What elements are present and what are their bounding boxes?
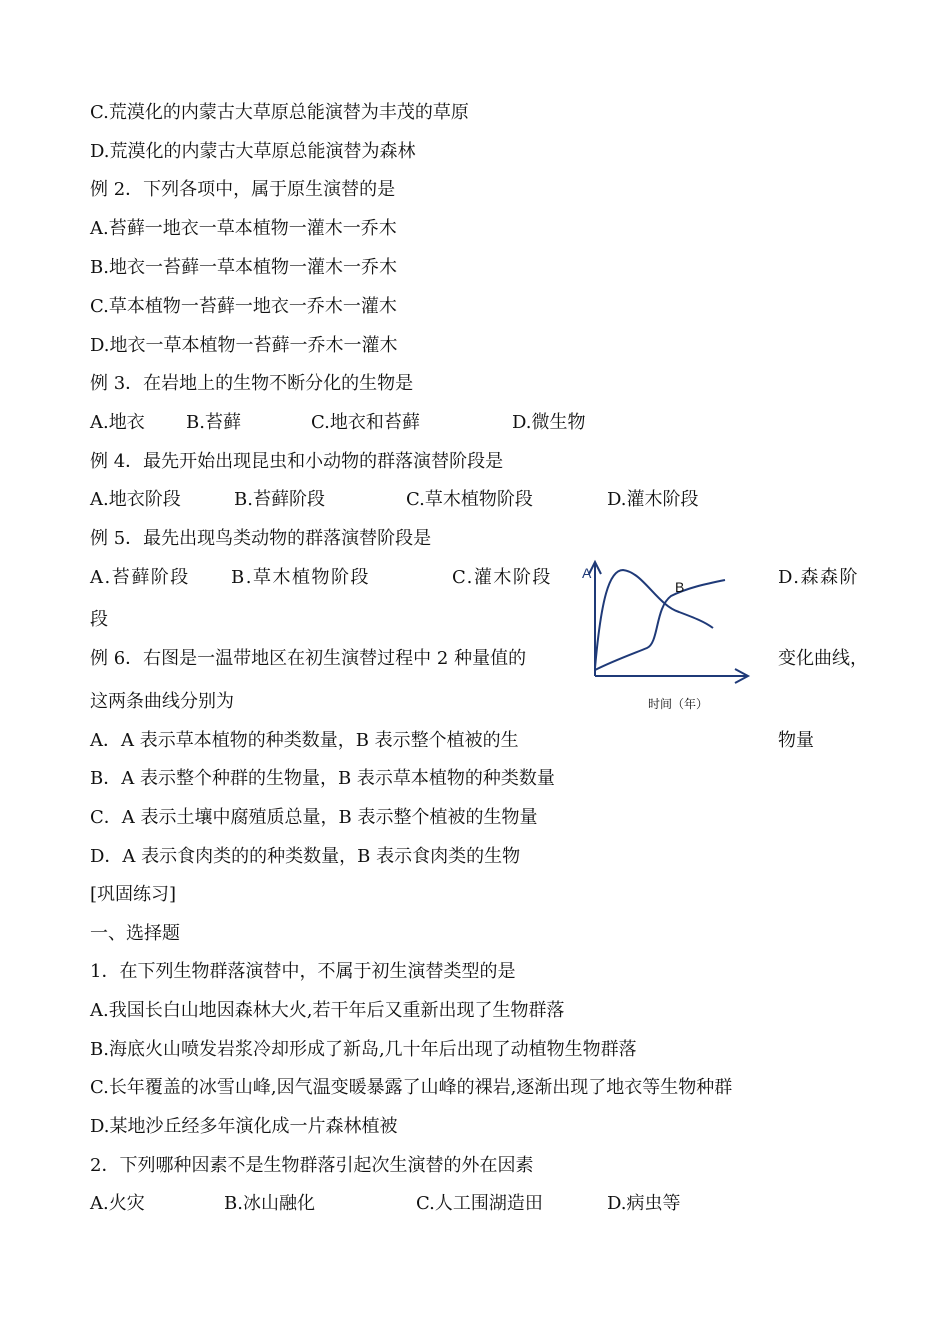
option-line: C．A 表示土壤中腐殖质总量，B 表示整个植被的生物量 <box>90 807 538 828</box>
option-line: D.地衣一草本植物一苔藓一乔木一灌木 <box>90 335 398 356</box>
section-heading: 一、选择题 <box>90 923 180 944</box>
question-heading: 例 5．最先出现鸟类动物的群落演替阶段是 <box>90 528 432 549</box>
text-line: D.荒漠化的内蒙古大草原总能演替为森林 <box>90 141 416 162</box>
option-a: A.火灾 <box>90 1193 145 1214</box>
question-heading: 例 3．在岩地上的生物不断分化的生物是 <box>90 373 414 394</box>
succession-curve-figure <box>575 550 755 720</box>
text-line: 这两条曲线分别为 <box>90 691 234 712</box>
option-line: A.苔藓一地衣一草本植物一灌木一乔木 <box>90 218 397 239</box>
question-heading: 例 6．右图是一温带地区在初生演替过程中 2 种量值的 <box>90 648 527 669</box>
section-heading: [巩固练习] <box>90 884 177 905</box>
option-d: D.灌木阶段 <box>607 489 699 510</box>
option-line: B．A 表示整个种群的生物量，B 表示草本植物的种类数量 <box>90 768 555 789</box>
option-d: D.森森阶 <box>778 567 860 588</box>
curve-a <box>595 570 713 668</box>
option-line: A．A 表示草本植物的种类数量，B 表示整个植被的生 <box>90 730 519 751</box>
curve-b <box>595 580 725 670</box>
option-d: D.病虫等 <box>607 1193 681 1214</box>
curve-b-label: B <box>675 579 685 595</box>
question-heading: 例 2．下列各项中，属于原生演替的是 <box>90 179 396 200</box>
option-a: A.地衣阶段 <box>90 489 181 510</box>
option-d: D.微生物 <box>512 412 586 433</box>
question-heading: 1．在下列生物群落演替中，不属于初生演替类型的是 <box>90 961 516 982</box>
option-line: B.海底火山喷发岩浆冷却形成了新岛,几十年后出现了动植物生物群落 <box>90 1039 637 1060</box>
option-c: C.灌木阶段 <box>452 567 552 588</box>
option-line: D.某地沙丘经多年演化成一片森林植被 <box>90 1116 398 1137</box>
option-c: C.人工围湖造田 <box>416 1193 543 1214</box>
text-line-continuation: 物量 <box>778 730 814 751</box>
option-b: B.苔藓 <box>186 412 241 433</box>
text-line-continuation: 变化曲线， <box>778 648 868 669</box>
option-a: A.地衣 <box>90 412 145 433</box>
option-line: D．A 表示食肉类的的种类数量，B 表示食肉类的生物 <box>90 846 521 867</box>
option-b: B.冰山融化 <box>224 1193 315 1214</box>
x-axis-caption: 时间（年） <box>648 697 709 711</box>
curve-a-label: A <box>582 565 592 581</box>
option-line: C.草本植物一苔藓一地衣一乔木一灌木 <box>90 296 397 317</box>
option-line: B.地衣一苔藓一草本植物一灌木一乔木 <box>90 257 397 278</box>
question-heading: 2．下列哪种因素不是生物群落引起次生演替的外在因素 <box>90 1155 534 1176</box>
option-a: A.苔藓阶段 <box>90 567 190 588</box>
text-line: C.荒漠化的内蒙古大草原总能演替为丰茂的草原 <box>90 102 469 123</box>
option-b: B.苔藓阶段 <box>234 489 325 510</box>
option-line: A.我国长白山地因森林大火,若干年后又重新出现了生物群落 <box>90 1000 565 1021</box>
option-line: C.长年覆盖的冰雪山峰,因气温变暖暴露了山峰的裸岩,逐渐出现了地衣等生物种群 <box>90 1077 733 1098</box>
option-c: C.草木植物阶段 <box>406 489 533 510</box>
option-b: B.草木植物阶段 <box>231 567 370 588</box>
text-line: 段 <box>90 609 108 630</box>
option-c: C.地衣和苔藓 <box>311 412 420 433</box>
question-heading: 例 4．最先开始出现昆虫和小动物的群落演替阶段是 <box>90 451 504 472</box>
